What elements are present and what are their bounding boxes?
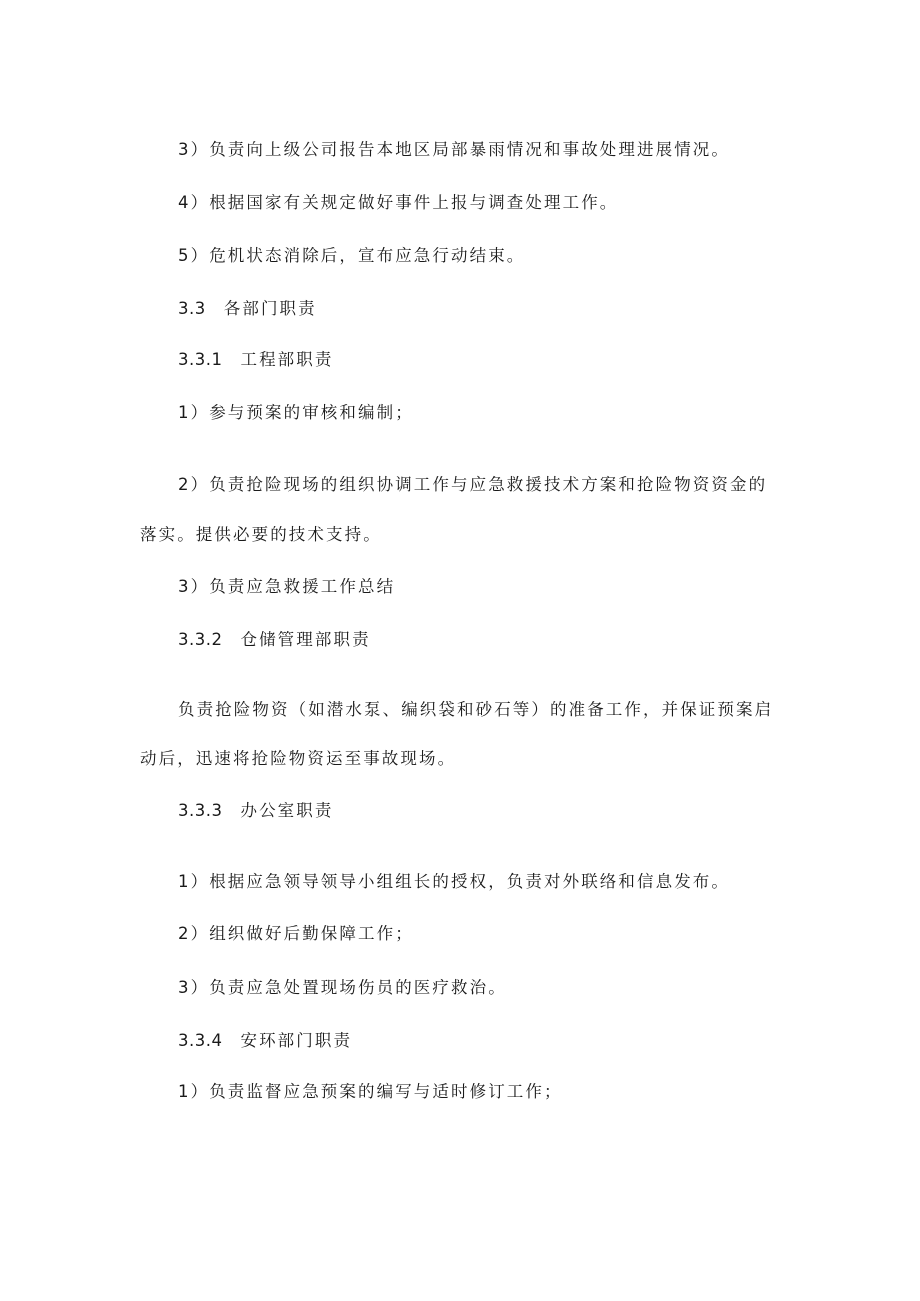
subsection-heading bbox=[178, 801, 333, 821]
section-number: 3.3.1 bbox=[178, 350, 223, 369]
section-title: 办公室职责 bbox=[240, 801, 334, 820]
paragraph: 1）根据应急领导领导小组组长的授权，负责对外联络和信息发布。 bbox=[178, 872, 730, 891]
subsection-heading bbox=[178, 630, 371, 650]
section-title: 仓储管理部职责 bbox=[240, 630, 371, 649]
paragraph-line: 动后，迅速将抢险物资运至事故现场。 bbox=[140, 749, 457, 768]
paragraph-line: 负责抢险物资（如潜水泵、编织袋和砂石等）的准备工作，并保证预案启 bbox=[178, 700, 774, 719]
paragraph: 2）组织做好后勤保障工作； bbox=[178, 924, 414, 943]
paragraph-line: 落实。提供必要的技术支持。 bbox=[140, 525, 382, 544]
subsection-heading bbox=[178, 1031, 352, 1051]
paragraph: 1）负责监督应急预案的编写与适时修订工作； bbox=[178, 1082, 563, 1101]
section-title: 安环部门职责 bbox=[240, 1031, 353, 1050]
section-number: 3.3.3 bbox=[178, 801, 223, 820]
paragraph: 4）根据国家有关规定做好事件上报与调查处理工作。 bbox=[178, 193, 619, 212]
section-number: 3.3.4 bbox=[178, 1031, 223, 1050]
section-title: 工程部职责 bbox=[240, 350, 334, 369]
section-number: 3.3 bbox=[178, 299, 206, 318]
paragraph: 5）危机状态消除后，宣布应急行动结束。 bbox=[178, 246, 526, 265]
paragraph: 1）参与预案的审核和编制； bbox=[178, 403, 414, 422]
paragraph: 3）负责应急处置现场伤员的医疗救治。 bbox=[178, 978, 507, 997]
paragraph-line: 2）负责抢险现场的组织协调工作与应急救援技术方案和抢险物资资金的 bbox=[178, 475, 768, 494]
subsection-heading bbox=[178, 350, 333, 370]
section-title: 各部门职责 bbox=[223, 299, 317, 318]
paragraph: 3）负责向上级公司报告本地区局部暴雨情况和事故处理进展情况。 bbox=[178, 140, 730, 159]
section-heading bbox=[178, 299, 317, 319]
section-number: 3.3.2 bbox=[178, 630, 223, 649]
paragraph: 3）负责应急救援工作总结 bbox=[178, 577, 396, 596]
